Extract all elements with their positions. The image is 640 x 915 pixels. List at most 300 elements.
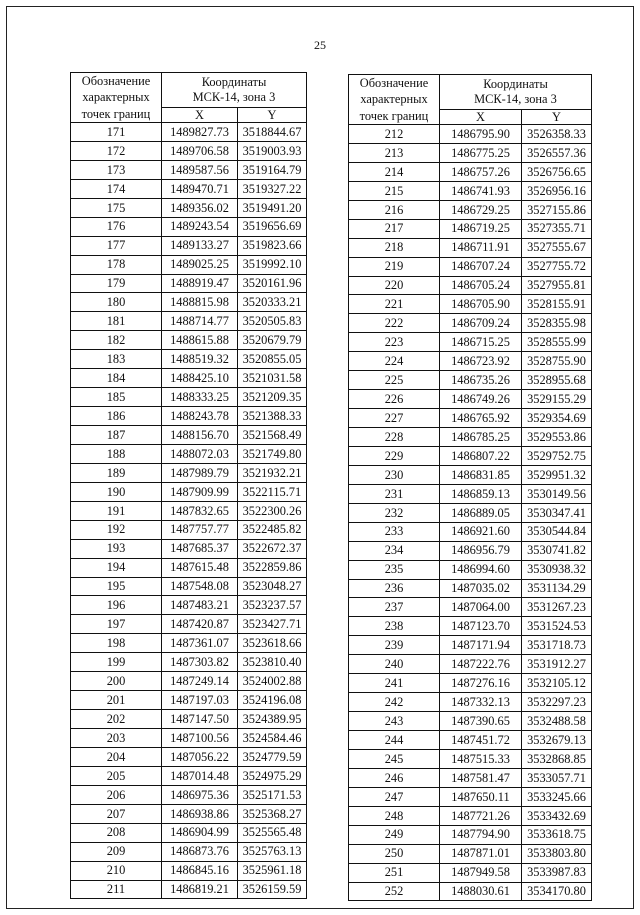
point-id-cell: 223 <box>349 333 440 352</box>
x-coordinate-cell: 1488714.77 <box>162 312 238 331</box>
point-id-cell: 202 <box>71 710 162 729</box>
point-id-cell: 220 <box>349 276 440 295</box>
table-row <box>71 823 307 842</box>
point-id-cell: 198 <box>71 634 162 653</box>
y-coordinate-cell: 3528155.91 <box>522 295 592 314</box>
header-y: Y <box>522 110 592 125</box>
x-coordinate-cell: 1487303.82 <box>162 653 238 672</box>
point-id-cell: 236 <box>349 579 440 598</box>
point-id-cell: 171 <box>71 123 162 142</box>
table-row <box>71 463 307 482</box>
table-row <box>349 882 592 901</box>
y-coordinate-cell: 3529752.75 <box>522 446 592 465</box>
x-coordinate-cell: 1487483.21 <box>162 596 238 615</box>
x-coordinate-cell: 1486938.86 <box>162 804 238 823</box>
point-id-cell: 182 <box>71 331 162 350</box>
table-row <box>71 880 307 899</box>
x-coordinate-cell: 1486765.92 <box>440 409 522 428</box>
point-id-cell: 179 <box>71 274 162 293</box>
table-row <box>349 806 592 825</box>
y-coordinate-cell: 3523427.71 <box>238 615 307 634</box>
table-row <box>71 369 307 388</box>
point-id-cell: 190 <box>71 482 162 501</box>
x-coordinate-cell: 1486831.85 <box>440 465 522 484</box>
table-row <box>71 861 307 880</box>
y-coordinate-cell: 3520161.96 <box>238 274 307 293</box>
point-id-cell: 245 <box>349 749 440 768</box>
x-coordinate-cell: 1489587.56 <box>162 160 238 179</box>
table-row <box>349 693 592 712</box>
y-coordinate-cell: 3532105.12 <box>522 674 592 693</box>
table-row <box>71 842 307 861</box>
x-coordinate-cell: 1487390.65 <box>440 712 522 731</box>
x-coordinate-cell: 1488333.25 <box>162 388 238 407</box>
x-coordinate-cell: 1486723.92 <box>440 352 522 371</box>
y-coordinate-cell: 3523810.40 <box>238 653 307 672</box>
point-id-cell: 201 <box>71 691 162 710</box>
x-coordinate-cell: 1488030.61 <box>440 882 522 901</box>
x-coordinate-cell: 1486709.24 <box>440 314 522 333</box>
point-id-cell: 229 <box>349 446 440 465</box>
table-body-left <box>71 123 307 899</box>
table-row <box>349 749 592 768</box>
x-coordinate-cell: 1486741.93 <box>440 181 522 200</box>
point-id-cell: 232 <box>349 503 440 522</box>
x-coordinate-cell: 1487100.56 <box>162 729 238 748</box>
y-coordinate-cell: 3526159.59 <box>238 880 307 899</box>
table-row <box>349 390 592 409</box>
header-coord-line: МСК-14, зона 3 <box>474 92 557 106</box>
point-id-cell: 230 <box>349 465 440 484</box>
table-row <box>71 785 307 804</box>
y-coordinate-cell: 3519656.69 <box>238 217 307 236</box>
x-coordinate-cell: 1487197.03 <box>162 691 238 710</box>
x-coordinate-cell: 1487276.16 <box>440 674 522 693</box>
point-id-cell: 183 <box>71 350 162 369</box>
point-id-cell: 210 <box>71 861 162 880</box>
table-row <box>349 276 592 295</box>
table-row <box>71 482 307 501</box>
y-coordinate-cell: 3531524.53 <box>522 617 592 636</box>
point-id-cell: 184 <box>71 369 162 388</box>
y-coordinate-cell: 3525763.13 <box>238 842 307 861</box>
table-row <box>71 634 307 653</box>
x-coordinate-cell: 1487548.08 <box>162 577 238 596</box>
table-row <box>349 712 592 731</box>
table-row <box>71 747 307 766</box>
table-row <box>349 257 592 276</box>
x-coordinate-cell: 1486757.26 <box>440 162 522 181</box>
y-coordinate-cell: 3524196.08 <box>238 691 307 710</box>
x-coordinate-cell: 1487515.33 <box>440 749 522 768</box>
point-id-cell: 203 <box>71 729 162 748</box>
y-coordinate-cell: 3521568.49 <box>238 426 307 445</box>
point-id-cell: 247 <box>349 787 440 806</box>
x-coordinate-cell: 1487064.00 <box>440 598 522 617</box>
table-row <box>349 863 592 882</box>
table-row <box>349 844 592 863</box>
y-coordinate-cell: 3519491.20 <box>238 198 307 217</box>
y-coordinate-cell: 3525565.48 <box>238 823 307 842</box>
x-coordinate-cell: 1487123.70 <box>440 617 522 636</box>
table-row <box>71 804 307 823</box>
table-row <box>71 160 307 179</box>
x-coordinate-cell: 1486711.91 <box>440 238 522 257</box>
y-coordinate-cell: 3526358.33 <box>522 125 592 144</box>
x-coordinate-cell: 1487581.47 <box>440 768 522 787</box>
table-row <box>71 691 307 710</box>
y-coordinate-cell: 3520679.79 <box>238 331 307 350</box>
y-coordinate-cell: 3526557.36 <box>522 143 592 162</box>
y-coordinate-cell: 3523618.66 <box>238 634 307 653</box>
table-row <box>349 598 592 617</box>
header-coordinates <box>440 75 592 110</box>
y-coordinate-cell: 3531912.27 <box>522 655 592 674</box>
table-row <box>71 388 307 407</box>
y-coordinate-cell: 3522485.82 <box>238 520 307 539</box>
table-row <box>71 141 307 160</box>
header-y: Y <box>238 108 307 123</box>
coordinates-table-right <box>348 74 592 901</box>
table-row <box>349 503 592 522</box>
x-coordinate-cell: 1486889.05 <box>440 503 522 522</box>
point-id-cell: 206 <box>71 785 162 804</box>
point-id-cell: 237 <box>349 598 440 617</box>
point-id-cell: 222 <box>349 314 440 333</box>
table-row <box>71 577 307 596</box>
table-row <box>349 200 592 219</box>
x-coordinate-cell: 1486715.25 <box>440 333 522 352</box>
x-coordinate-cell: 1487989.79 <box>162 463 238 482</box>
y-coordinate-cell: 3523048.27 <box>238 577 307 596</box>
point-id-cell: 204 <box>71 747 162 766</box>
x-coordinate-cell: 1487757.77 <box>162 520 238 539</box>
table-row <box>349 636 592 655</box>
y-coordinate-cell: 3533618.75 <box>522 825 592 844</box>
table-row <box>71 350 307 369</box>
header-name-line: Обозначение <box>359 76 429 91</box>
y-coordinate-cell: 3529951.32 <box>522 465 592 484</box>
point-id-cell: 235 <box>349 560 440 579</box>
x-coordinate-cell: 1488919.47 <box>162 274 238 293</box>
table-row <box>349 333 592 352</box>
x-coordinate-cell: 1489827.73 <box>162 123 238 142</box>
point-id-cell: 205 <box>71 766 162 785</box>
point-id-cell: 209 <box>71 842 162 861</box>
table-row <box>71 501 307 520</box>
y-coordinate-cell: 3529155.29 <box>522 390 592 409</box>
point-id-cell: 250 <box>349 844 440 863</box>
table-row <box>349 295 592 314</box>
table-row <box>71 653 307 672</box>
y-coordinate-cell: 3530938.32 <box>522 560 592 579</box>
table-row <box>349 560 592 579</box>
y-coordinate-cell: 3530149.56 <box>522 484 592 503</box>
y-coordinate-cell: 3527755.72 <box>522 257 592 276</box>
table-row <box>349 541 592 560</box>
y-coordinate-cell: 3530741.82 <box>522 541 592 560</box>
table-row <box>349 125 592 144</box>
point-id-cell: 196 <box>71 596 162 615</box>
point-id-cell: 231 <box>349 484 440 503</box>
y-coordinate-cell: 3533987.83 <box>522 863 592 882</box>
y-coordinate-cell: 3531267.23 <box>522 598 592 617</box>
point-id-cell: 177 <box>71 236 162 255</box>
table-row <box>71 236 307 255</box>
point-id-cell: 197 <box>71 615 162 634</box>
x-coordinate-cell: 1487615.48 <box>162 558 238 577</box>
point-id-cell: 191 <box>71 501 162 520</box>
point-id-cell: 172 <box>71 141 162 160</box>
y-coordinate-cell: 3519992.10 <box>238 255 307 274</box>
x-coordinate-cell: 1488072.03 <box>162 444 238 463</box>
x-coordinate-cell: 1486956.79 <box>440 541 522 560</box>
x-coordinate-cell: 1487332.13 <box>440 693 522 712</box>
x-coordinate-cell: 1487222.76 <box>440 655 522 674</box>
x-coordinate-cell: 1486807.22 <box>440 446 522 465</box>
y-coordinate-cell: 3524975.29 <box>238 766 307 785</box>
y-coordinate-cell: 3527555.67 <box>522 238 592 257</box>
table-row <box>349 825 592 844</box>
x-coordinate-cell: 1489470.71 <box>162 179 238 198</box>
point-id-cell: 175 <box>71 198 162 217</box>
table-row <box>349 465 592 484</box>
x-coordinate-cell: 1489243.54 <box>162 217 238 236</box>
x-coordinate-cell: 1486845.16 <box>162 861 238 880</box>
coordinates-table-left <box>70 72 307 899</box>
y-coordinate-cell: 3518844.67 <box>238 123 307 142</box>
y-coordinate-cell: 3525961.18 <box>238 861 307 880</box>
table-row <box>349 238 592 257</box>
point-id-cell: 211 <box>71 880 162 899</box>
header-name-line: характерных <box>82 90 150 105</box>
y-coordinate-cell: 3532488.58 <box>522 712 592 731</box>
x-coordinate-cell: 1488615.88 <box>162 331 238 350</box>
x-coordinate-cell: 1486921.60 <box>440 522 522 541</box>
x-coordinate-cell: 1489133.27 <box>162 236 238 255</box>
y-coordinate-cell: 3529354.69 <box>522 409 592 428</box>
x-coordinate-cell: 1487685.37 <box>162 539 238 558</box>
table-row <box>71 255 307 274</box>
x-coordinate-cell: 1486775.25 <box>440 143 522 162</box>
x-coordinate-cell: 1487035.02 <box>440 579 522 598</box>
table-row <box>71 444 307 463</box>
point-id-cell: 195 <box>71 577 162 596</box>
table-row <box>349 428 592 447</box>
point-id-cell: 194 <box>71 558 162 577</box>
x-coordinate-cell: 1489706.58 <box>162 141 238 160</box>
y-coordinate-cell: 3519327.22 <box>238 179 307 198</box>
header-x: X <box>162 108 238 123</box>
x-coordinate-cell: 1487794.90 <box>440 825 522 844</box>
x-coordinate-cell: 1487361.07 <box>162 634 238 653</box>
x-coordinate-cell: 1487451.72 <box>440 731 522 750</box>
table-row <box>71 729 307 748</box>
table-row <box>349 181 592 200</box>
header-name-line: точек границ <box>81 106 151 121</box>
y-coordinate-cell: 3520855.05 <box>238 350 307 369</box>
point-id-cell: 217 <box>349 219 440 238</box>
y-coordinate-cell: 3523237.57 <box>238 596 307 615</box>
y-coordinate-cell: 3527355.71 <box>522 219 592 238</box>
point-id-cell: 180 <box>71 293 162 312</box>
table-row <box>71 539 307 558</box>
x-coordinate-cell: 1487909.99 <box>162 482 238 501</box>
y-coordinate-cell: 3534170.80 <box>522 882 592 901</box>
point-id-cell: 176 <box>71 217 162 236</box>
y-coordinate-cell: 3529553.86 <box>522 428 592 447</box>
x-coordinate-cell: 1487056.22 <box>162 747 238 766</box>
table-row <box>349 579 592 598</box>
point-id-cell: 246 <box>349 768 440 787</box>
table-row <box>71 672 307 691</box>
point-id-cell: 233 <box>349 522 440 541</box>
y-coordinate-cell: 3528955.68 <box>522 371 592 390</box>
y-coordinate-cell: 3527155.86 <box>522 200 592 219</box>
y-coordinate-cell: 3521749.80 <box>238 444 307 463</box>
y-coordinate-cell: 3519003.93 <box>238 141 307 160</box>
table-row <box>71 217 307 236</box>
x-coordinate-cell: 1489356.02 <box>162 198 238 217</box>
header-point-designation <box>71 73 162 123</box>
x-coordinate-cell: 1487171.94 <box>440 636 522 655</box>
point-id-cell: 225 <box>349 371 440 390</box>
x-coordinate-cell: 1486729.25 <box>440 200 522 219</box>
x-coordinate-cell: 1486873.76 <box>162 842 238 861</box>
table-row <box>71 426 307 445</box>
point-id-cell: 218 <box>349 238 440 257</box>
x-coordinate-cell: 1486904.99 <box>162 823 238 842</box>
y-coordinate-cell: 3525171.53 <box>238 785 307 804</box>
point-id-cell: 214 <box>349 162 440 181</box>
table-row <box>349 219 592 238</box>
x-coordinate-cell: 1486707.24 <box>440 257 522 276</box>
y-coordinate-cell: 3521209.35 <box>238 388 307 407</box>
table-row <box>349 484 592 503</box>
y-coordinate-cell: 3521388.33 <box>238 407 307 426</box>
x-coordinate-cell: 1486994.60 <box>440 560 522 579</box>
header-coord-line: МСК-14, зона 3 <box>192 90 276 104</box>
y-coordinate-cell: 3526756.65 <box>522 162 592 181</box>
point-id-cell: 199 <box>71 653 162 672</box>
point-id-cell: 212 <box>349 125 440 144</box>
x-coordinate-cell: 1488815.98 <box>162 293 238 312</box>
x-coordinate-cell: 1487249.14 <box>162 672 238 691</box>
point-id-cell: 244 <box>349 731 440 750</box>
table-body-right <box>349 125 592 901</box>
table-row <box>71 558 307 577</box>
x-coordinate-cell: 1488425.10 <box>162 369 238 388</box>
x-coordinate-cell: 1486859.13 <box>440 484 522 503</box>
y-coordinate-cell: 3526956.16 <box>522 181 592 200</box>
y-coordinate-cell: 3520333.21 <box>238 293 307 312</box>
y-coordinate-cell: 3533803.80 <box>522 844 592 863</box>
table-row <box>71 766 307 785</box>
table-row <box>349 314 592 333</box>
y-coordinate-cell: 3528355.98 <box>522 314 592 333</box>
y-coordinate-cell: 3533432.69 <box>522 806 592 825</box>
table-row <box>71 123 307 142</box>
point-id-cell: 251 <box>349 863 440 882</box>
header-coordinates <box>162 73 307 108</box>
y-coordinate-cell: 3528755.90 <box>522 352 592 371</box>
y-coordinate-cell: 3521932.21 <box>238 463 307 482</box>
point-id-cell: 248 <box>349 806 440 825</box>
x-coordinate-cell: 1487420.87 <box>162 615 238 634</box>
x-coordinate-cell: 1486975.36 <box>162 785 238 804</box>
point-id-cell: 234 <box>349 541 440 560</box>
page-number: 25 <box>314 38 326 52</box>
y-coordinate-cell: 3530544.84 <box>522 522 592 541</box>
y-coordinate-cell: 3524389.95 <box>238 710 307 729</box>
point-id-cell: 240 <box>349 655 440 674</box>
y-coordinate-cell: 3532679.13 <box>522 731 592 750</box>
y-coordinate-cell: 3519823.66 <box>238 236 307 255</box>
point-id-cell: 221 <box>349 295 440 314</box>
point-id-cell: 178 <box>71 255 162 274</box>
y-coordinate-cell: 3522859.86 <box>238 558 307 577</box>
point-id-cell: 213 <box>349 143 440 162</box>
y-coordinate-cell: 3520505.83 <box>238 312 307 331</box>
y-coordinate-cell: 3524584.46 <box>238 729 307 748</box>
y-coordinate-cell: 3522300.26 <box>238 501 307 520</box>
x-coordinate-cell: 1486705.90 <box>440 295 522 314</box>
point-id-cell: 208 <box>71 823 162 842</box>
point-id-cell: 219 <box>349 257 440 276</box>
table-row <box>349 674 592 693</box>
point-id-cell: 239 <box>349 636 440 655</box>
x-coordinate-cell: 1489025.25 <box>162 255 238 274</box>
point-id-cell: 174 <box>71 179 162 198</box>
point-id-cell: 186 <box>71 407 162 426</box>
point-id-cell: 200 <box>71 672 162 691</box>
table-row <box>71 274 307 293</box>
x-coordinate-cell: 1488243.78 <box>162 407 238 426</box>
table-row <box>349 617 592 636</box>
table-row <box>349 371 592 390</box>
table-row <box>349 522 592 541</box>
table-row <box>349 787 592 806</box>
point-id-cell: 185 <box>71 388 162 407</box>
point-id-cell: 181 <box>71 312 162 331</box>
point-id-cell: 173 <box>71 160 162 179</box>
point-id-cell: 193 <box>71 539 162 558</box>
y-coordinate-cell: 3533245.66 <box>522 787 592 806</box>
table-row <box>71 615 307 634</box>
table-row <box>349 768 592 787</box>
y-coordinate-cell: 3521031.58 <box>238 369 307 388</box>
y-coordinate-cell: 3527955.81 <box>522 276 592 295</box>
y-coordinate-cell: 3519164.79 <box>238 160 307 179</box>
table-row <box>71 407 307 426</box>
point-id-cell: 252 <box>349 882 440 901</box>
x-coordinate-cell: 1488519.32 <box>162 350 238 369</box>
table-row <box>71 312 307 331</box>
table-row <box>71 293 307 312</box>
header-name-line: Обозначение <box>81 74 151 89</box>
x-coordinate-cell: 1486819.21 <box>162 880 238 899</box>
x-coordinate-cell: 1487721.26 <box>440 806 522 825</box>
header-point-designation <box>349 75 440 125</box>
y-coordinate-cell: 3531718.73 <box>522 636 592 655</box>
y-coordinate-cell: 3530347.41 <box>522 503 592 522</box>
x-coordinate-cell: 1486719.25 <box>440 219 522 238</box>
table-row <box>349 143 592 162</box>
x-coordinate-cell: 1487014.48 <box>162 766 238 785</box>
y-coordinate-cell: 3532868.85 <box>522 749 592 768</box>
table-row <box>71 520 307 539</box>
point-id-cell: 226 <box>349 390 440 409</box>
